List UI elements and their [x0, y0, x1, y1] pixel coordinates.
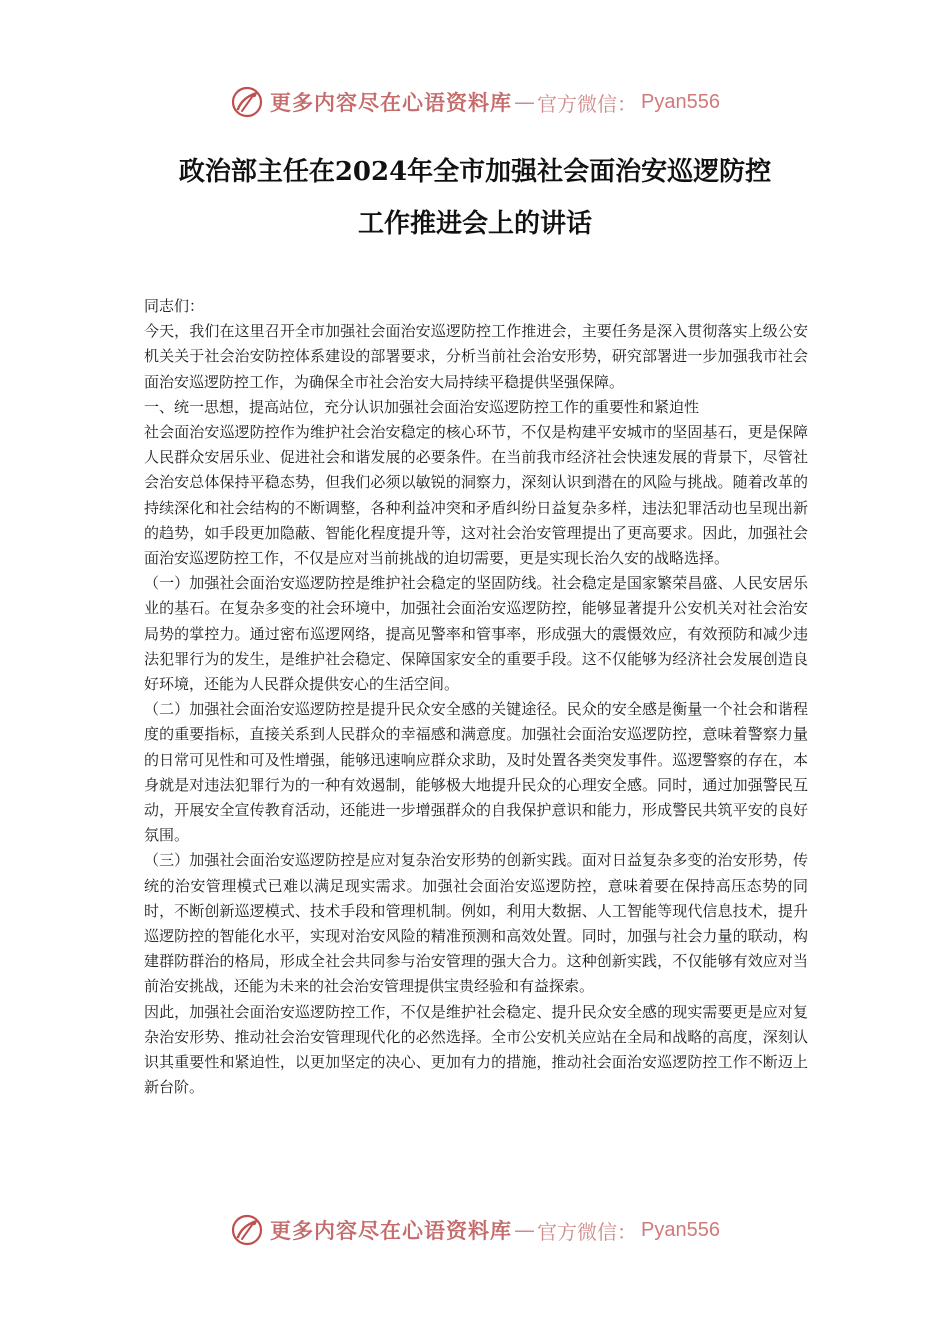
- paragraph-intro: 今天，我们在这里召开全市加强社会面治安巡逻防控工作推进会，主要任务是深入贯彻落实上级公安机关关于社会治安防控体系建设的部署要求，分析当前社会治安形势，研究部署进一步加强我市社会面治安巡逻防控工作，为确保全市社会治安大局持续平稳提供坚强保障。: [144, 322, 808, 391]
- salutation: 同志们：: [144, 297, 205, 315]
- speech-body: [144, 294, 808, 1101]
- paragraph: （三）加强社会面治安巡逻防控是应对复杂治安形势的创新实践。面对日益复杂多变的治安形势，传统的治安管理模式已难以满足现实需求。加强社会面治安巡逻防控，意味着要在保持高压态势的同时，不断创新巡逻模式、技术手段和管理机制。例如，利用大数据、人工智能等现代信息技术，提升巡逻防控的智能化水平，实现对治安风险的精准预测和高效处置。同时，加强与社会力量的联动，构建群防群治的格局，形成全社会共同参与治安管理的强大合力。这种创新实践，不仅能够有效应对当前治安挑战，还能为未来的社会治安管理提供宝贵经验和有益探索。: [144, 851, 808, 996]
- banner-subtext: 官方微信：: [537, 91, 638, 116]
- header-banner: [0, 80, 950, 124]
- banner-text: 更多内容尽在心语资料库: [270, 1218, 513, 1243]
- title-line-2: 工作推进会上的讲话: [357, 209, 592, 239]
- banner-handle: Pyan556: [641, 90, 720, 113]
- title-line-1: 政治部主任在2024年全市加强社会面治安巡逻防控: [178, 157, 772, 187]
- banner-dash: —: [514, 90, 536, 114]
- banner-text: 更多内容尽在心语资料库: [270, 90, 513, 115]
- page-title: [100, 146, 850, 250]
- paragraph: （二）加强社会面治安巡逻防控是提升民众安全感的关键途径。民众的安全感是衡量一个社会和谐程度的重要指标，直接关系到人民群众的幸福感和满意度。加强社会面治安巡逻防控，意味着警察力量的日常可见性和可及性增强，能够迅速响应群众求助，及时处置各类突发事件。巡逻警察的存在，本身就是对违法犯罪行为的一种有效遏制，能够极大地提升民众的心理安全感。同时，通过加强警民互动，开展安全宣传教育活动，还能进一步增强群众的自我保护意识和能力，形成警民共筑平安的良好氛围。: [144, 700, 808, 845]
- library-logo-icon: [230, 1213, 264, 1247]
- banner-subtext: 官方微信：: [537, 1219, 638, 1244]
- paragraph: 社会面治安巡逻防控作为维护社会治安稳定的核心环节，不仅是构建平安城市的坚固基石，更是保障人民群众安居乐业、促进社会和谐发展的必要条件。在当前我市经济社会快速发展的背景下，尽管社会治安总体保持平稳态势，但我们必须以敏锐的洞察力，深刻认识到潜在的风险与挑战。随着改革的持续深化和社会结构的不断调整，各种利益冲突和矛盾纠纷日益复杂多样，违法犯罪活动也呈现出新的趋势，如手段更加隐蔽、智能化程度提升等，这对社会治安管理提出了更高要求。因此，加强社会面治安巡逻防控工作，不仅是应对当前挑战的迫切需要，更是实现长治久安的战略选择。: [144, 423, 808, 568]
- footer-banner: [0, 1208, 950, 1252]
- banner-dash: —: [514, 1218, 536, 1242]
- paragraph-conclusion: 因此，加强社会面治安巡逻防控工作，不仅是维护社会稳定、提升民众安全感的现实需要更是应对复杂治安形势、推动社会治安管理现代化的必然选择。全市公安机关应站在全局和战略的高度，深刻认识其重要性和紧迫性，以更加坚定的决心、更加有力的措施，推动社会面治安巡逻防控工作不断迈上新台阶。: [144, 1002, 808, 1097]
- library-logo-icon: [230, 85, 264, 119]
- section-heading-1: 一、统一思想，提高站位，充分认识加强社会面治安巡逻防控工作的重要性和紧迫性: [144, 397, 700, 416]
- banner-handle: Pyan556: [641, 1218, 720, 1241]
- paragraph: （一）加强社会面治安巡逻防控是维护社会稳定的坚固防线。社会稳定是国家繁荣昌盛、人民安居乐业的基石。在复杂多变的社会环境中，加强社会面治安巡逻防控，能够显著提升公安机关对社会治安局势的掌控力。通过密布巡逻网络，提高见警率和管事率，形成强大的震慑效应，有效预防和减少违法犯罪行为的发生，是维护社会稳定、保障国家安全的重要手段。这不仅能够为经济社会发展创造良好环境，还能为人民群众提供安心的生活空间。: [144, 574, 808, 694]
